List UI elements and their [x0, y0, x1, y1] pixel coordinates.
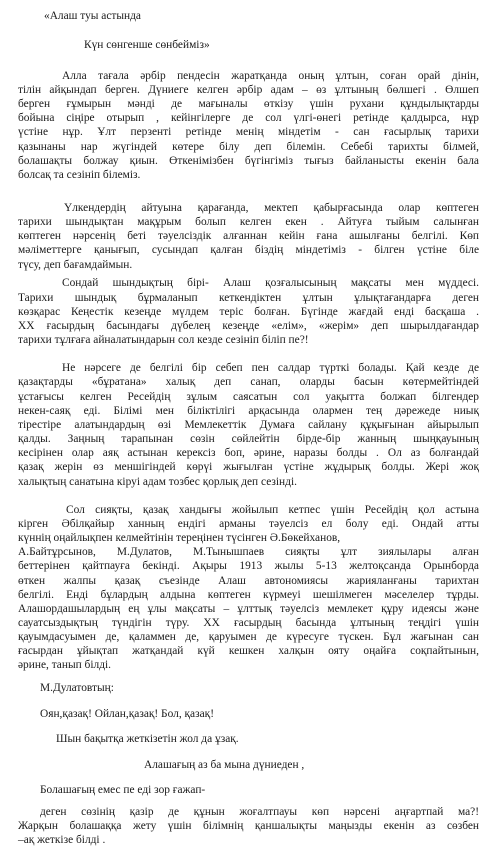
paragraph-line: беттерінен қайтпауға бекінді. Ақыры 1913 жылы 5-13 желтоқсанда Орынборда	[18, 560, 479, 573]
paragraph-line: Алашордашылардың ең ұлы мақсаты – ұлттық тәуелсіз мемлекет құру идеясы және	[18, 602, 479, 615]
paragraph-line: қазақтарды «бұратана» халық деп санап, оларды басын көтермейтіндей	[18, 376, 479, 389]
paragraph-line: түсу, деп бағамдаймын.	[18, 258, 133, 271]
paragraph-line: қауымдасуымен де, қаламмен де, қаруымен де күресуге түскен. Бұл жағынан сан	[18, 631, 479, 644]
paragraph-line: көптеген нәрсенің беті тәуелсіздік алғаннан кейін ғана ашылғаны белгілі. Көп	[18, 230, 479, 243]
paragraph-line: әрине, танып білді.	[18, 659, 112, 672]
paragraph-line: Алла тағала әрбір пендесін жаратқанда оның ұлтын, соған орай дінін,	[62, 69, 479, 82]
paragraph-line: некен-саяқ еді. Білімі мен біліктілігі арқасында олармен тең дәрежеде ниық	[18, 404, 479, 417]
paragraph-line: өткен жалпы қазақ съезінде Алаш автономиясы жарияланғаны тарихтан	[18, 574, 479, 587]
paragraph-line: болашақты болжау қиын. Өткенімізбен бүгінгіміз тығыз байланысты екенін бала	[18, 154, 479, 167]
quote-author: М.Дулатовтың:	[40, 682, 114, 695]
paragraph-line: қалды. Заңның тарапынан сөзін сөйлейтін бірде-бір жанның шыңқауының	[18, 433, 479, 446]
paragraph-line: Сондай шындықтың бірі- Алаш қозғалысының мақсаты мен мүддесі.	[62, 277, 479, 290]
paragraph-line: мәліметтерге қанығып, сусындап қалған біздің міндетіміз - білген үстіне біле	[18, 244, 479, 257]
paragraph-line: кесірінен олар аяқ астынан керексіз боп, әрине, наразы болды . Ол аз болғандай	[18, 447, 479, 460]
paragraph-line: сауатсыздықтың түндігін түру. XX ғасырдың басында ұлтының теңдігі үшін	[18, 617, 479, 630]
paragraph-line: XX ғасырдың басындағы дүбелең кезеңде «елім», «жерім» деп шырылдағандар	[18, 319, 479, 332]
paragraph-line: қазынаны нар жүгіндей көтере білу деп білемін. Себебі тарихты білмей,	[18, 140, 479, 153]
paragraph-line: тілін айқындап берген. Дүниеге келген әрбір адам – өз ұлтының бөлшегі . Өлшеп	[18, 84, 479, 97]
paragraph-line: Жарқын болашаққа жету үшін білімнің қаншалықты маңызды екенін аз сөзбен	[18, 819, 479, 832]
paragraph-line: Не нәрсеге де белгілі бір себеп пен салдар түрткі болады. Қай кезде де	[62, 362, 479, 375]
poem-line: Алашағың аз ба мына дүниеден ,	[144, 758, 305, 771]
paragraph-line: тарихи тұлғаға айналатындарын сол кезде сезініп біліп пе?!	[18, 334, 309, 346]
paragraph-line: қазақ жерін өз меншігіндей көрүі жығылған үстіне жұдырық болды. Жері жоқ	[18, 461, 479, 474]
paragraph-line: ғасырдан ұйықтап жатқандай күй кешкен халқын ояту оңайға соқпайтынын,	[18, 645, 479, 658]
paragraph-line: Үлкендердің айтуына қарағанда, мектеп қабырғасында олар көптеген	[64, 201, 479, 214]
paragraph-line: берген ғұмырын мәнді де мағыналы өткізу үшін рухани құндылықтарды	[18, 98, 479, 111]
paragraph-line: болсақ та сезініп білеміз.	[18, 168, 141, 181]
paragraph-line: А.Байтұрсынов, М.Дулатов, М.Тынышпаев сияқты ұлт зиялылары алған	[18, 546, 479, 559]
paragraph-line: кірген Әбілқайыр ханның ендігі арманы тәуелсіз ел болу еді. Ондай атты	[18, 517, 479, 530]
document-title: «Алаш туы астында	[44, 10, 141, 23]
paragraph-line: деген сөзінің қазір де құнын жоғалтпауы көп нәрсені аңғартпай ма?!	[40, 805, 479, 818]
poem-line: Шын бақытқа жеткізетін жол да ұзақ.	[56, 733, 239, 746]
paragraph-line: ұстағысы келген Ресейдің зұлым саясатын сол уақытта болжап білгендер	[18, 390, 479, 403]
paragraph-line: күннің оңайлықпен келмейтінін тереңінен түсінген Ә.Бөкейханов,	[18, 532, 341, 545]
paragraph-line: тарихи шындықтан мақұрым болып келген екен . Айтуға тыйым салынған	[18, 216, 479, 229]
poem-line: Оян,қазақ! Ойлан,қазақ! Бол, қазақ!	[40, 707, 214, 720]
paragraph-line: Сол сияқты, қазақ хандығы жойылып кетпес үшін Ресейдің қол астына	[66, 503, 479, 516]
paragraph-line: тірестіре алатындардың өзі Мемлекеттік Думаға сайлану құқығынан айырылып	[18, 418, 479, 431]
paragraph-line: бойына сіңіре отырып , кейінгілерге де сол үлгі-өнегі ретінде қалдырса, нұр	[18, 112, 479, 125]
paragraph-line: –ақ жеткізе білді .	[18, 834, 106, 846]
paragraph-line: көзқарас Кеңестік кезеңде мүлдем теріс болған. Бүгінде жағдай енді басқаша .	[18, 305, 479, 318]
paragraph-line: Тарихи шындық бұрмаланып кеткендіктен ұлтын ұлықтағандарға деген	[18, 291, 479, 304]
paragraph-line: үстіне нұр. Ұлт перзенті ретінде менің міндетім - сан ғасырлық тарихи	[18, 126, 479, 139]
document-subtitle: Күн сөнгенше сөнбейміз»	[84, 38, 210, 51]
poem-line: Болашағың емес пе еді зор ғажап-	[40, 784, 206, 796]
paragraph-line: халықтың санатына кіруі адам тозбес қорлық деп сезінді.	[18, 475, 297, 488]
paragraph-line: белгілі. Енді бұлардың алдына көптеген күрмеуі шешілмеген мәселелер тұрды.	[18, 588, 479, 601]
